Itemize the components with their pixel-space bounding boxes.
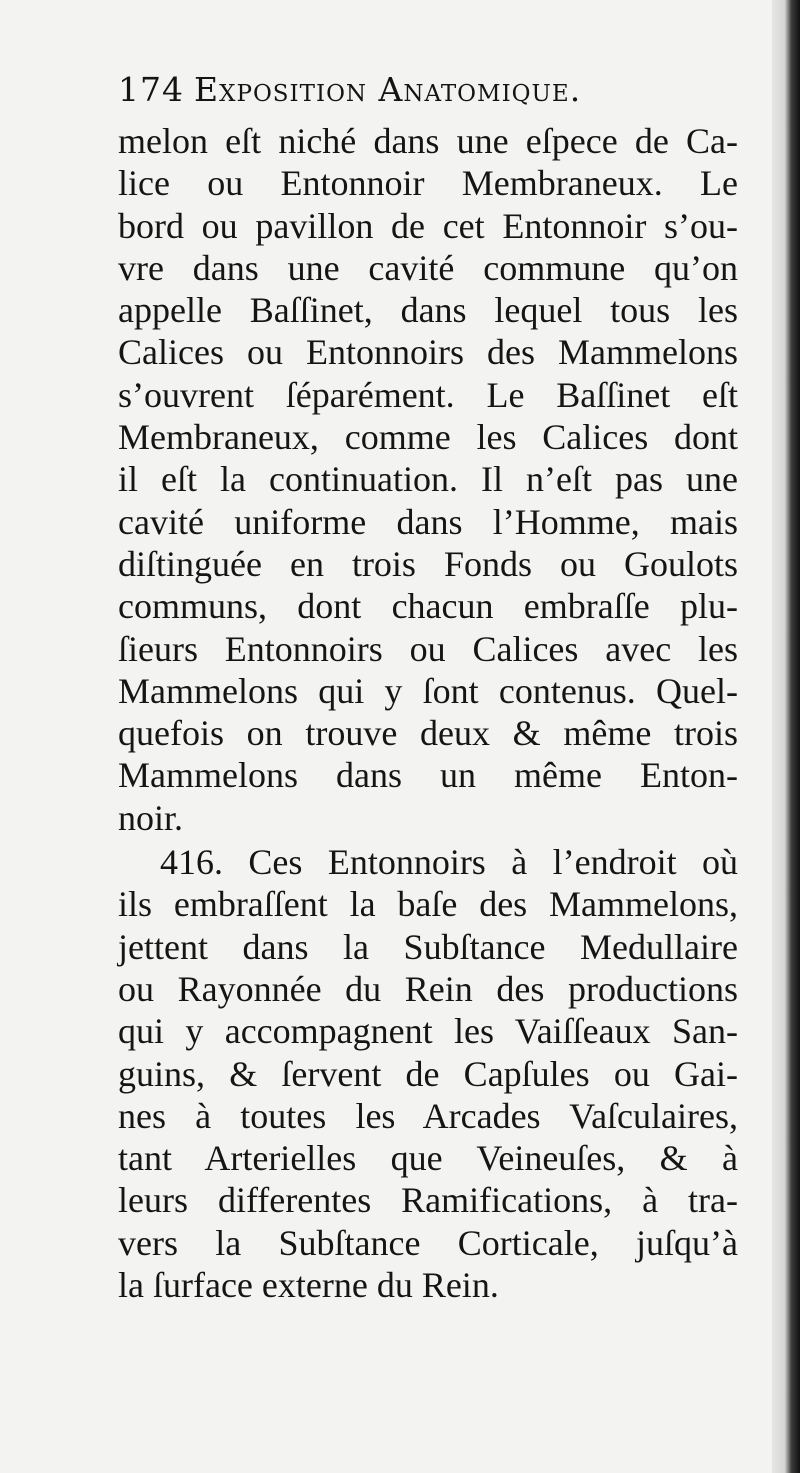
- text-line: 416. Ces Entonnoirs à l’endroit où: [160, 842, 738, 883]
- text-line: quefois on trouve deux & même trois: [118, 713, 738, 754]
- text-line: vre dans une cavité commune qu’on: [118, 247, 738, 288]
- text-line: lice ou Entonnoir Membraneux. Le: [118, 163, 738, 204]
- text-line: nes à toutes les Arcades Vaſculaires,: [118, 1095, 738, 1136]
- text-line: Mammelons dans un même Enton-: [118, 755, 738, 796]
- text-line: tant Arterielles que Veineuſes, & à: [118, 1138, 738, 1179]
- text-line: melon eſt niché dans une eſpece de Ca-: [118, 121, 738, 161]
- text-line: ſieurs Entonnoirs ou Calices avec les: [118, 628, 738, 669]
- text-line: noir.: [118, 797, 184, 838]
- text-line: ou Rayonnée du Rein des productions: [118, 968, 738, 1009]
- text-line: appelle Baſſinet, dans lequel tous les: [118, 290, 738, 331]
- text-line: Mammelons qui y ſont contenus. Quel-: [118, 670, 738, 711]
- text-line: il eſt la continuation. Il n’eſt pas une: [118, 459, 738, 500]
- text-line: Calices ou Entonnoirs des Mammelons: [118, 332, 738, 373]
- running-head: [118, 70, 738, 109]
- paragraph-1: [118, 120, 738, 839]
- page-gutter-shadow: [772, 0, 800, 1473]
- text-line: communs, dont chacun embraſſe plu-: [118, 586, 738, 627]
- text-line: ils embraſſent la baſe des Mammelons,: [118, 884, 738, 925]
- text-line: qui y accompagnent les Vaiſſeaux San-: [118, 1011, 738, 1052]
- text-line: guins, & ſervent de Capſules ou Gai-: [118, 1053, 738, 1094]
- text-line: diſtinguée en trois Fonds ou Goulots: [118, 543, 738, 584]
- text-line: la ſurface externe du Rein.: [118, 1265, 499, 1306]
- running-title: Exposition Anatomique.: [194, 70, 582, 109]
- text-line: cavité uniforme dans l’Homme, mais: [118, 501, 738, 542]
- text-line: leurs differentes Ramifications, à tra-: [118, 1180, 738, 1221]
- text-line: vers la Subſtance Corticale, juſqu’à: [118, 1222, 738, 1263]
- text-line: jettent dans la Subſtance Medullaire: [118, 926, 738, 967]
- text-line: s’ouvrent ſéparément. Le Baſſinet eſt: [118, 374, 738, 415]
- text-line: Membraneux, comme les Calices dont: [118, 417, 738, 458]
- text-line: bord ou pavillon de cet Entonnoir s’ou-: [118, 205, 738, 246]
- page-number: 174: [118, 70, 184, 109]
- body-text: [118, 120, 738, 1306]
- paragraph-2: [118, 841, 738, 1306]
